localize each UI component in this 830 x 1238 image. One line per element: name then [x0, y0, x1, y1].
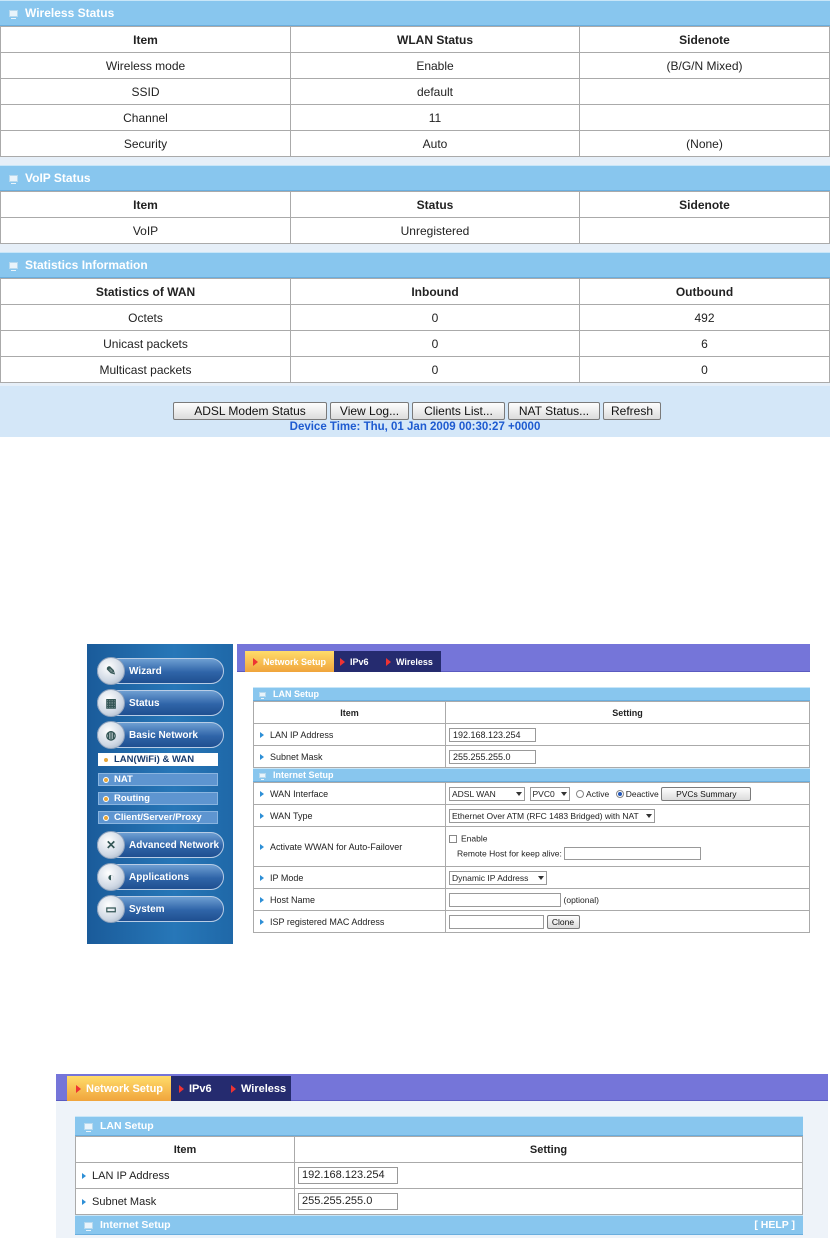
table-row [254, 911, 810, 933]
section-icon [259, 692, 266, 697]
sidebar-subitem-label: Client/Server/Proxy [114, 812, 202, 823]
host-name-input[interactable] [449, 893, 561, 907]
table-cell: Unicast packets [1, 331, 291, 357]
arrow-icon [231, 1085, 236, 1093]
tab-ipv6[interactable] [334, 651, 380, 672]
arrow-icon [260, 813, 264, 819]
column-header: Inbound [291, 279, 580, 305]
wan-type-select[interactable] [449, 809, 655, 823]
column-header: Setting [295, 1137, 803, 1163]
lan-ip-input[interactable]: 192.168.123.254 [449, 728, 536, 742]
table-cell: Channel [1, 105, 291, 131]
arrow-icon [82, 1199, 86, 1205]
internet-setup-header [75, 1215, 803, 1235]
wireless-status-header [0, 0, 830, 26]
tab-wireless[interactable] [223, 1076, 291, 1101]
tab-bar [56, 1074, 828, 1101]
adsl-modem-status-button[interactable]: ADSL Modem Status [173, 402, 327, 420]
label-text: Host Name [270, 894, 316, 905]
lan-setup-header [253, 687, 810, 701]
row-label [254, 827, 446, 867]
section-title: Internet Setup [273, 770, 334, 780]
table-row [254, 746, 810, 768]
table-cell: Wireless mode [1, 53, 291, 79]
sidebar-subitem-client-server-proxy[interactable] [98, 811, 218, 824]
network-setup-panel [87, 644, 810, 944]
radio-label: Deactive [625, 788, 659, 799]
label-text: LAN IP Address [270, 729, 334, 740]
setting-cell [295, 1189, 803, 1215]
wireless-status-table [0, 26, 830, 157]
tab-wireless[interactable] [380, 651, 441, 672]
column-header: Item [1, 27, 291, 53]
arrow-icon [253, 658, 258, 666]
chevron-down-icon [538, 876, 544, 880]
chevron-down-icon [646, 814, 652, 818]
tools-icon: ✕ [97, 831, 125, 859]
tab-label: Network Setup [86, 1082, 164, 1095]
clients-list-button[interactable]: Clients List... [412, 402, 505, 420]
pvcs-summary-button[interactable]: PVCs Summary [661, 787, 751, 801]
arrow-icon [260, 732, 264, 738]
lan-setup-table [75, 1136, 803, 1215]
column-header: WLAN Status [291, 27, 580, 53]
arrow-icon [260, 875, 264, 881]
apps-icon: ◐ [97, 863, 125, 891]
section-icon [9, 175, 18, 182]
tab-ipv6[interactable] [171, 1076, 223, 1101]
setting-cell [446, 746, 810, 768]
sidebar-subitem-label: LAN(WiFi) & WAN [114, 754, 195, 765]
content-area [237, 644, 810, 944]
sidebar-item-label: Advanced Network [129, 839, 220, 851]
internet-setup-table [253, 782, 810, 933]
setup-form [253, 687, 810, 933]
sidebar-subitem-label: Routing [114, 793, 150, 804]
table-cell: default [291, 79, 580, 105]
select-value: ADSL WAN [452, 788, 496, 799]
table-row [254, 805, 810, 827]
column-header: Statistics of WAN [1, 279, 291, 305]
sidebar-item-label: System [129, 903, 165, 915]
table-row [1, 53, 830, 79]
radio-label: Active [586, 788, 610, 799]
table-header-row [1, 192, 830, 218]
bullet-icon [103, 796, 109, 802]
table-row [254, 827, 810, 867]
section-icon [9, 10, 18, 17]
arrow-icon [76, 1085, 81, 1093]
tab-network-setup[interactable] [67, 1076, 171, 1101]
row-label [76, 1163, 295, 1189]
clone-button[interactable]: Clone [547, 915, 580, 929]
sidebar-subitem-label: NAT [114, 774, 133, 785]
sidebar-item-basic-network[interactable] [97, 722, 224, 748]
select-value: Dynamic IP Address [452, 872, 529, 883]
table-cell: Auto [291, 131, 580, 157]
setting-cell [446, 724, 810, 746]
globe-icon: ◍ [97, 721, 125, 749]
table-row [76, 1189, 803, 1215]
table-row [254, 889, 810, 911]
setting-cell [446, 827, 810, 867]
table-header-row [1, 27, 830, 53]
table-cell: VoIP [1, 218, 291, 244]
arrow-icon [260, 919, 264, 925]
column-header: Status [291, 192, 580, 218]
refresh-button[interactable]: Refresh [603, 402, 661, 420]
table-row [254, 783, 810, 805]
section-title: Internet Setup [100, 1219, 171, 1231]
footer-buttons [173, 402, 661, 420]
table-cell: (None) [580, 131, 830, 157]
nat-status-button[interactable]: NAT Status... [508, 402, 600, 420]
select-value: Ethernet Over ATM (RFC 1483 Bridged) with NAT [452, 810, 639, 821]
column-header: Sidenote [580, 27, 830, 53]
table-row [1, 131, 830, 157]
section-title: VoIP Status [25, 171, 91, 185]
table-row [1, 331, 830, 357]
sidebar-item-wizard[interactable] [97, 658, 224, 684]
column-header: Sidenote [580, 192, 830, 218]
internet-setup-header [253, 768, 810, 782]
subnet-mask-input[interactable]: 255.255.255.0 [298, 1193, 398, 1210]
table-row [254, 724, 810, 746]
table-cell: Enable [291, 53, 580, 79]
lan-setup-table [253, 701, 810, 768]
table-cell: 6 [580, 331, 830, 357]
mac-address-input[interactable] [449, 915, 544, 929]
enable-checkbox[interactable] [449, 835, 457, 843]
bullet-icon [103, 757, 109, 763]
sidebar [87, 644, 233, 944]
network-setup-zoom-panel [56, 1074, 828, 1238]
row-label [76, 1189, 295, 1215]
table-cell [580, 218, 830, 244]
section-icon [259, 773, 266, 778]
table-header-row [76, 1137, 803, 1163]
sidebar-subitem-nat[interactable] [98, 773, 218, 786]
table-header-row [254, 702, 810, 724]
table-cell: Octets [1, 305, 291, 331]
arrow-icon [260, 791, 264, 797]
deactive-radio[interactable] [616, 790, 624, 798]
table-cell [580, 105, 830, 131]
subnet-mask-input[interactable]: 255.255.255.0 [449, 750, 536, 764]
tab-label: IPv6 [189, 1082, 212, 1095]
status-panel [0, 0, 830, 437]
setting-cell [446, 911, 810, 933]
table-cell: Multicast packets [1, 357, 291, 383]
sidebar-item-applications[interactable] [97, 864, 224, 890]
table-cell: 11 [291, 105, 580, 131]
label-text: Activate WWAN for Auto-Failover [270, 841, 403, 852]
lan-setup-header [75, 1116, 803, 1136]
setting-cell [446, 889, 810, 911]
section-title: Wireless Status [25, 6, 115, 20]
row-label [254, 746, 446, 768]
table-row [1, 357, 830, 383]
lan-ip-input[interactable]: 192.168.123.254 [298, 1167, 398, 1184]
table-cell: SSID [1, 79, 291, 105]
section-title: LAN Setup [273, 689, 319, 699]
ip-mode-select[interactable] [449, 871, 547, 885]
tab-bar [237, 644, 810, 672]
arrow-icon [386, 658, 391, 666]
label-text: Subnet Mask [92, 1195, 157, 1208]
voip-status-header [0, 165, 830, 191]
active-radio[interactable] [576, 790, 584, 798]
sidebar-subitem-routing[interactable] [98, 792, 218, 805]
row-label [254, 911, 446, 933]
tab-label: IPv6 [350, 656, 369, 667]
table-cell: 0 [291, 305, 580, 331]
label-text: WAN Interface [270, 788, 329, 799]
tab-label: Wireless [241, 1082, 287, 1095]
tab-label: Network Setup [263, 656, 327, 667]
view-log-button[interactable]: View Log... [330, 402, 409, 420]
setting-cell [446, 783, 810, 805]
table-row [1, 305, 830, 331]
row-label [254, 783, 446, 805]
section-icon [84, 1123, 93, 1130]
table-row [1, 79, 830, 105]
row-label [254, 889, 446, 911]
setting-cell [446, 867, 810, 889]
device-time: Device Time: Thu, 01 Jan 2009 00:30:27 +0000 [289, 421, 541, 433]
column-header: Item [254, 702, 446, 724]
bullet-icon [103, 815, 109, 821]
select-value: PVC0 [532, 788, 555, 799]
setting-cell [295, 1163, 803, 1189]
help-link[interactable]: [ HELP ] [754, 1219, 795, 1231]
column-header: Item [1, 192, 291, 218]
section-title: LAN Setup [100, 1120, 154, 1132]
table-cell: Security [1, 131, 291, 157]
sidebar-item-label: Applications [129, 871, 190, 883]
label-text: IP Mode [270, 872, 304, 883]
table-header-row [1, 279, 830, 305]
chart-icon: ▦ [97, 689, 125, 717]
label-text: Subnet Mask [270, 751, 323, 762]
sidebar-item-status[interactable] [97, 690, 224, 716]
checkbox-label: Enable [461, 833, 488, 844]
status-footer [0, 386, 830, 437]
label-text: ISP registered MAC Address [270, 916, 385, 927]
column-header: Item [76, 1137, 295, 1163]
tab-network-setup[interactable] [245, 651, 334, 672]
table-cell: Unregistered [291, 218, 580, 244]
label-text: LAN IP Address [92, 1169, 170, 1182]
table-cell: 0 [291, 331, 580, 357]
row-label [254, 724, 446, 746]
table-row [1, 105, 830, 131]
setting-cell [446, 805, 810, 827]
arrow-icon [260, 754, 264, 760]
statistics-table [0, 278, 830, 383]
wan-interface-select[interactable] [449, 787, 525, 801]
sidebar-item-label: Basic Network [129, 729, 198, 741]
table-cell: (B/G/N Mixed) [580, 53, 830, 79]
table-cell: 492 [580, 305, 830, 331]
column-header: Outbound [580, 279, 830, 305]
chevron-down-icon [516, 792, 522, 796]
sidebar-item-label: Wizard [129, 665, 162, 677]
row-label [254, 805, 446, 827]
setup-form [75, 1116, 803, 1235]
section-title: Statistics Information [25, 258, 148, 272]
table-row [254, 867, 810, 889]
table-row [1, 218, 830, 244]
wand-icon: ✎ [97, 657, 125, 685]
column-header: Setting [446, 702, 810, 724]
arrow-icon [179, 1085, 184, 1093]
optional-label: (optional) [563, 894, 599, 905]
section-icon [84, 1222, 93, 1229]
sidebar-item-system[interactable] [97, 896, 224, 922]
arrow-icon [82, 1173, 86, 1179]
sidebar-subitem-lan-wan[interactable] [98, 753, 218, 766]
remote-host-label: Remote Host for keep alive: [457, 848, 562, 859]
table-cell [580, 79, 830, 105]
sidebar-item-advanced-network[interactable] [97, 832, 224, 858]
remote-host-input[interactable] [564, 847, 701, 860]
label-text: WAN Type [270, 810, 313, 821]
arrow-icon [260, 844, 264, 850]
voip-status-table [0, 191, 830, 244]
row-label [254, 867, 446, 889]
monitor-icon: ▭ [97, 895, 125, 923]
table-row [76, 1163, 803, 1189]
arrow-icon [260, 897, 264, 903]
pvc-select[interactable] [530, 787, 570, 801]
statistics-header [0, 252, 830, 278]
bullet-icon [103, 777, 109, 783]
table-cell: 0 [291, 357, 580, 383]
section-icon [9, 262, 18, 269]
arrow-icon [340, 658, 345, 666]
sidebar-item-label: Status [129, 697, 160, 709]
chevron-down-icon [561, 792, 567, 796]
table-cell: 0 [580, 357, 830, 383]
tab-label: Wireless [396, 656, 433, 667]
